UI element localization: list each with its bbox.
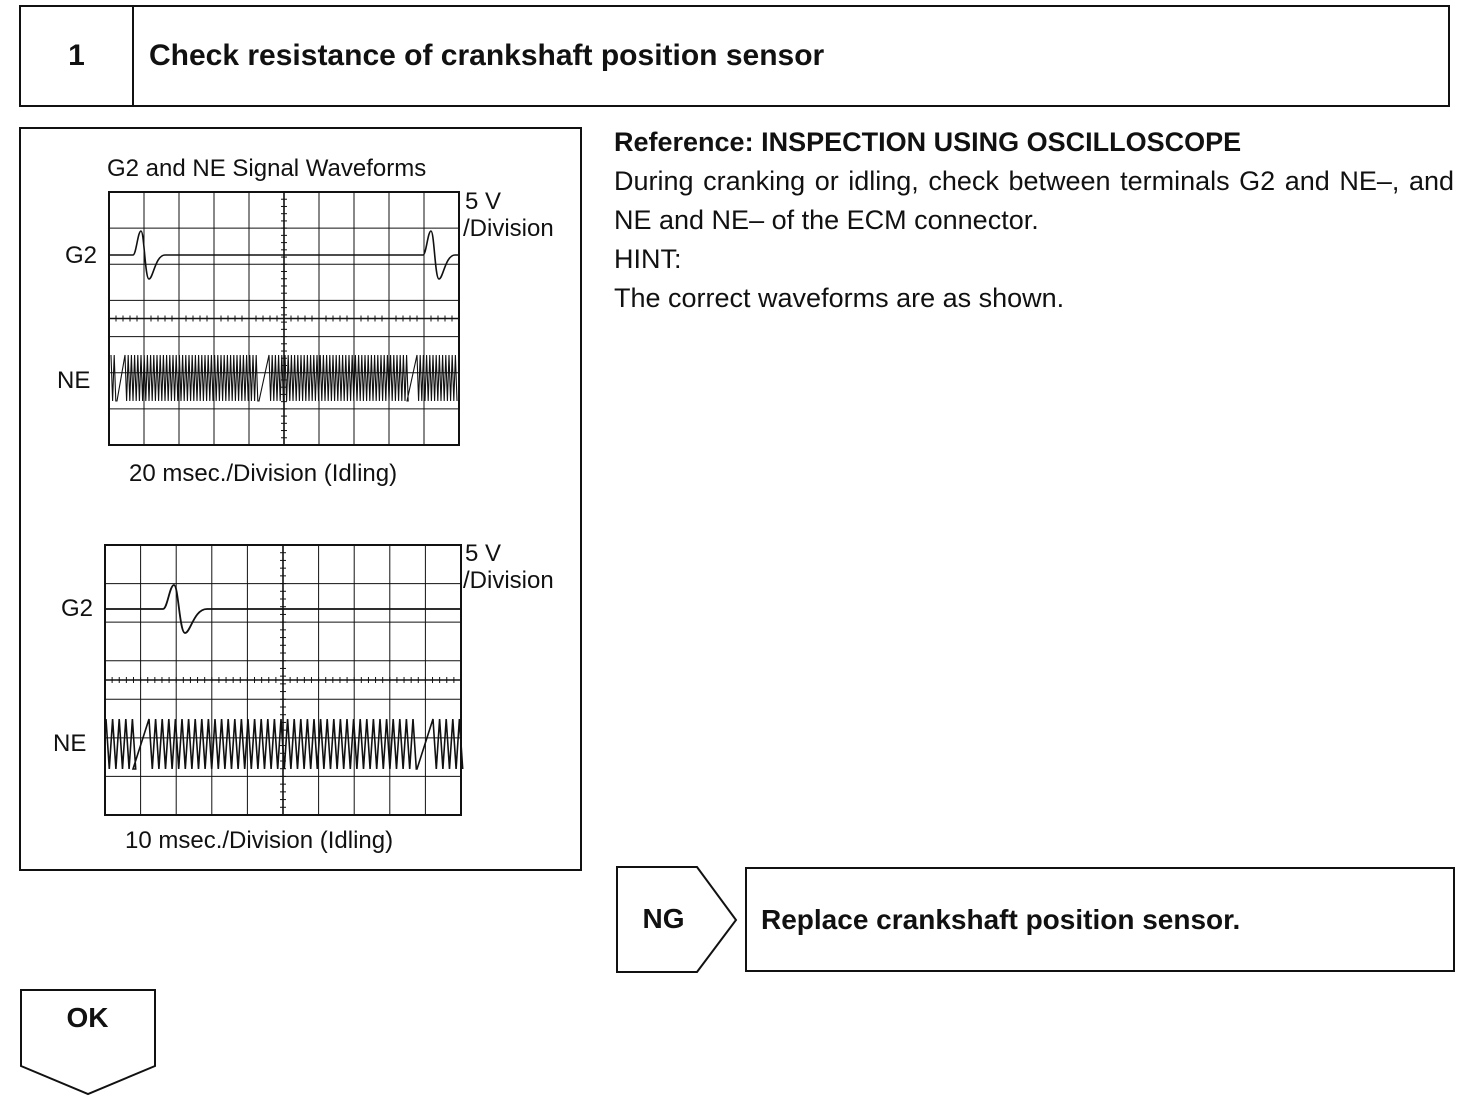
ok-label: OK [66,1002,109,1033]
scope-top-time-scale: 20 msec./Division (Idling) [129,460,398,487]
waveform-figure [19,127,582,871]
scope-bottom-ne-label: NE [53,730,87,757]
scope-top-grid [109,192,459,445]
scope-bottom-g2-label: G2 [61,595,94,622]
scope-top-g2-label: G2 [65,242,98,269]
hint-text: The correct waveforms are as shown. [614,283,1065,313]
reference-section [614,123,1454,318]
figure-title: G2 and NE Signal Waveforms [107,155,427,182]
scope-top-ne-label: NE [57,367,91,394]
step-title: Check resistance of crankshaft position sensor [149,39,825,72]
scope-bottom-volt-scale: 5 V [465,540,502,567]
ng-action-box: Replace crankshaft position sensor. [745,867,1455,972]
ng-label: NG [642,903,685,934]
scope-top-volt-division: /Division [463,215,554,242]
reference-title: Reference: INSPECTION USING OSCILLOSCOPE [614,127,1242,157]
scope-top-volt-scale: 5 V [465,188,502,215]
scope-bottom [53,540,554,854]
scope-bottom-ne-trace [106,719,463,769]
scope-bottom-time-scale: 10 msec./Division (Idling) [125,827,394,854]
step-number: 1 [21,7,134,105]
reference-body: During cranking or idling, check between terminals G2 and NE–, and NE and NE– of the ECM connector. [614,166,1454,235]
hint-label: HINT: [614,244,682,274]
scope-bottom-grid [105,545,461,815]
scope-top [57,188,554,487]
step-header [19,5,1450,107]
scope-bottom-volt-division: /Division [463,567,554,594]
